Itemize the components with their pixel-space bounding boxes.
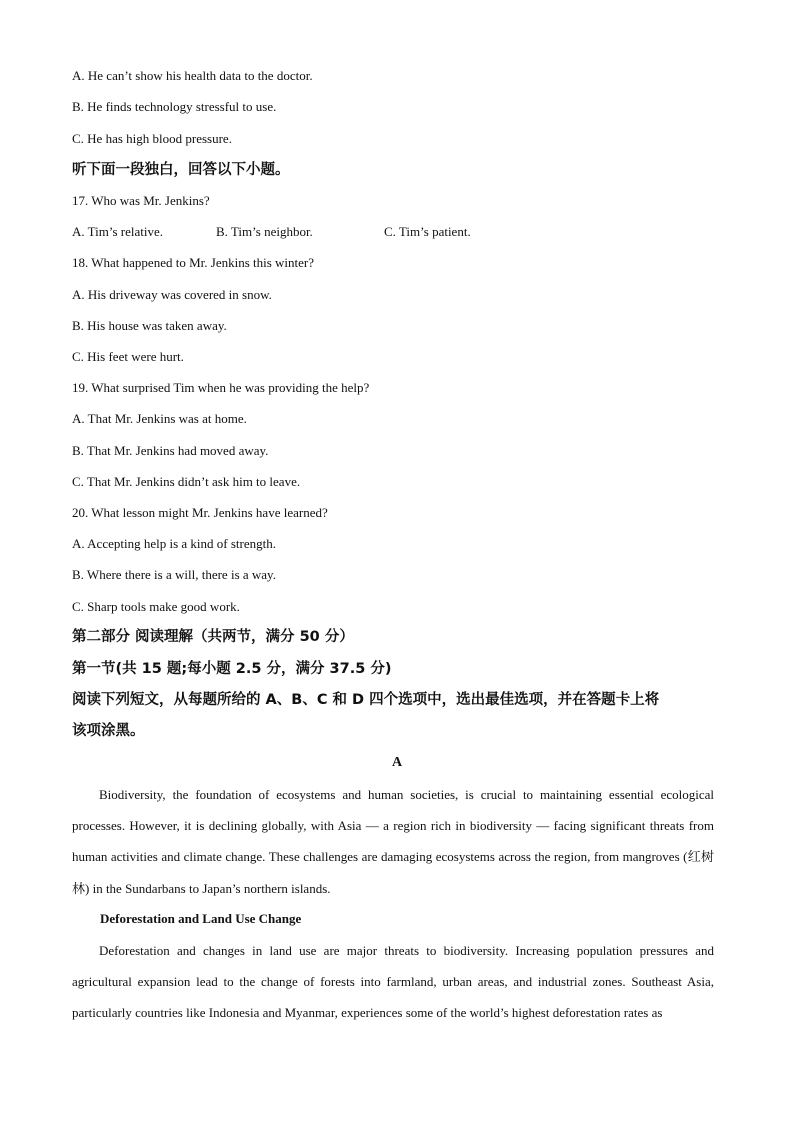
q16-option-c: C. He has high blood pressure. bbox=[72, 131, 232, 146]
q18-stem: 18. What happened to Mr. Jenkins this winter? bbox=[72, 255, 315, 270]
paragraph-1-text: Biodiversity, the foundation of ecosystems and human societies, is crucial to maintaining essential ecological processes. However, it is declining globally, with Asia — a region rich in biodiversity — facing significant threats from human activities and climate change. These challenges are damaging ecosystems across the region, from mangroves (红树林) in the Sundarbans to Japan’s northern islands. bbox=[72, 787, 714, 896]
section-subheading: Deforestation and Land Use Change bbox=[100, 911, 302, 926]
q17-option-a: A. Tim’s relative. bbox=[72, 224, 164, 239]
q19-option-c: C. That Mr. Jenkins didn’t ask him to leave. bbox=[72, 474, 301, 489]
q20-stem: 20. What lesson might Mr. Jenkins have learned? bbox=[72, 505, 328, 520]
q20-option-b: B. Where there is a will, there is a way. bbox=[72, 567, 276, 582]
q18-option-c: C. His feet were hurt. bbox=[72, 349, 184, 364]
q16-option-b: B. He finds technology stressful to use. bbox=[72, 99, 277, 114]
q17-stem: 17. Who was Mr. Jenkins? bbox=[72, 193, 210, 208]
part2-title: 第二部分 阅读理解（共两节，满分 50 分） bbox=[72, 629, 354, 645]
reading-instruction-line2: 该项涂黑。 bbox=[72, 723, 145, 739]
q17-option-b: B. Tim’s neighbor. bbox=[216, 224, 313, 239]
paragraph-2-text: Deforestation and changes in land use are major threats to biodiversity. Increasing population pressures and agricultural expansion lead to the change of forests into farmland, urban areas, and industrial zones. Southeast Asia, particularly countries like Indonesia and Myanmar, experiences some of the world’s highest deforestation rates as bbox=[72, 943, 714, 1021]
q20-option-a: A. Accepting help is a kind of strength. bbox=[72, 536, 276, 551]
q18-option-b: B. His house was taken away. bbox=[72, 318, 227, 333]
q19-option-b: B. That Mr. Jenkins had moved away. bbox=[72, 443, 269, 458]
passage-paragraph-1 bbox=[72, 779, 714, 904]
passage-label: A bbox=[391, 755, 403, 770]
passage-paragraph-2 bbox=[72, 935, 714, 1029]
q19-stem: 19. What surprised Tim when he was providing the help? bbox=[72, 380, 370, 395]
q18-option-a: A. His driveway was covered in snow. bbox=[72, 287, 272, 302]
section1-title: 第一节(共 15 题;每小题 2.5 分，满分 37.5 分) bbox=[72, 661, 392, 677]
q20-option-c: C. Sharp tools make good work. bbox=[72, 599, 240, 614]
q19-option-a: A. That Mr. Jenkins was at home. bbox=[72, 411, 247, 426]
reading-instruction-line1: 阅读下列短文，从每题所给的 A、B、C 和 D 四个选项中，选出最佳选项，并在答题卡上将 bbox=[72, 692, 660, 708]
q16-option-a: A. He can’t show his health data to the doctor. bbox=[72, 68, 313, 83]
monologue-instruction: 听下面一段独白，回答以下小题。 bbox=[72, 162, 290, 178]
q17-option-c: C. Tim’s patient. bbox=[384, 224, 471, 239]
